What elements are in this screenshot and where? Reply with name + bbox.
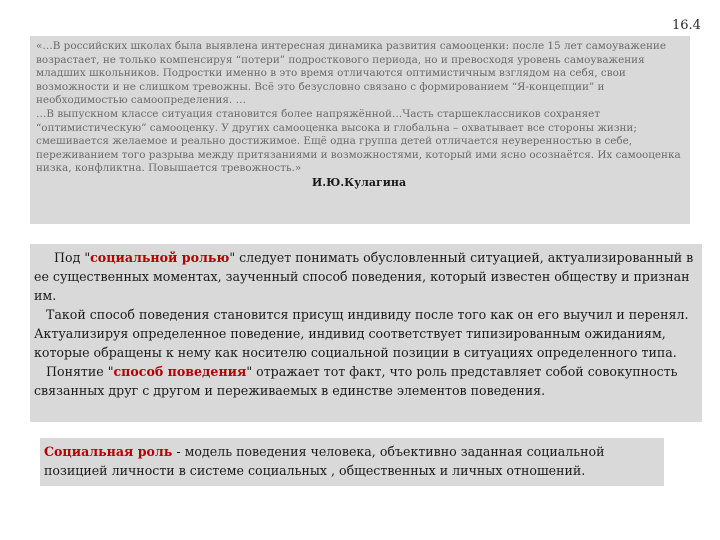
social-role-text-box bbox=[30, 244, 702, 422]
role-p3-before: Понятие " bbox=[46, 364, 114, 379]
slide-number: 16.4 bbox=[672, 18, 701, 33]
quote-box bbox=[30, 36, 690, 224]
definition-text: - модель поведения человека, объективно заданная социальной позицией личности в системе социальных , общественных и личных отношений. bbox=[44, 444, 605, 478]
role-p1-after: " следует понимать обусловленный ситуацией, актуализированный в ее существенных моментах, заученный способ поведения, который известен обществу и признан им. bbox=[34, 250, 694, 303]
role-paragraph-3 bbox=[34, 362, 696, 400]
definition-paragraph bbox=[44, 442, 658, 480]
behavior-method-term: способ поведения bbox=[113, 364, 247, 379]
role-paragraph-2: Такой способ поведения становится присущ индивиду после того как он его выучил и перенял. Актуализируя определенное поведение, индивид соответствует типизированным ожиданиям, которые обращены к нему как носителю социальной позиции в ситуациях определенного типа. bbox=[34, 307, 689, 360]
definition-box bbox=[40, 438, 664, 486]
quote-paragraph-2: …В выпускном классе ситуация становится более напряжённой…Часть старшеклассников сохраняет “оптимистическую” самооценку. У других самооценка высока и глобальна – охватывает все стороны жизни; смешивается желаемое и реально достижимое. Ещё одна группа детей отличается неуверенностью в себе, переживанием того разрыва между притязаниями и возможностями, который ими ясно осознаётся. Их самооценка низка, конфликтна. Повышается тревожность.» bbox=[36, 107, 681, 175]
quote-paragraph-1: «…В российских школах была выявлена интересная динамика развития самооценки: после 15 лет самоуважение возрастает, не только компенсируя “потери” подросткового периода, но и превосходя уровень самоуважения младших школьников. Подростки именно в это время отличаются оптимистичным взглядом на себя, свои возможности и не слишком тревожны. Всё это безусловно связано с формированием “Я-концепции” и необходимостью самоопределения. … bbox=[36, 40, 666, 107]
role-p3-after: " отражает тот факт, что роль представляет собой совокупность связанных друг с другом и переживаемых в единстве элементов поведения. bbox=[34, 364, 678, 398]
role-p1-before: Под " bbox=[54, 250, 91, 265]
quote-author: И.Ю.Кулагина bbox=[311, 175, 407, 189]
definition-term: Социальная роль bbox=[44, 444, 173, 459]
role-paragraph-1 bbox=[34, 248, 696, 305]
social-role-term: социальной ролью bbox=[90, 250, 230, 265]
